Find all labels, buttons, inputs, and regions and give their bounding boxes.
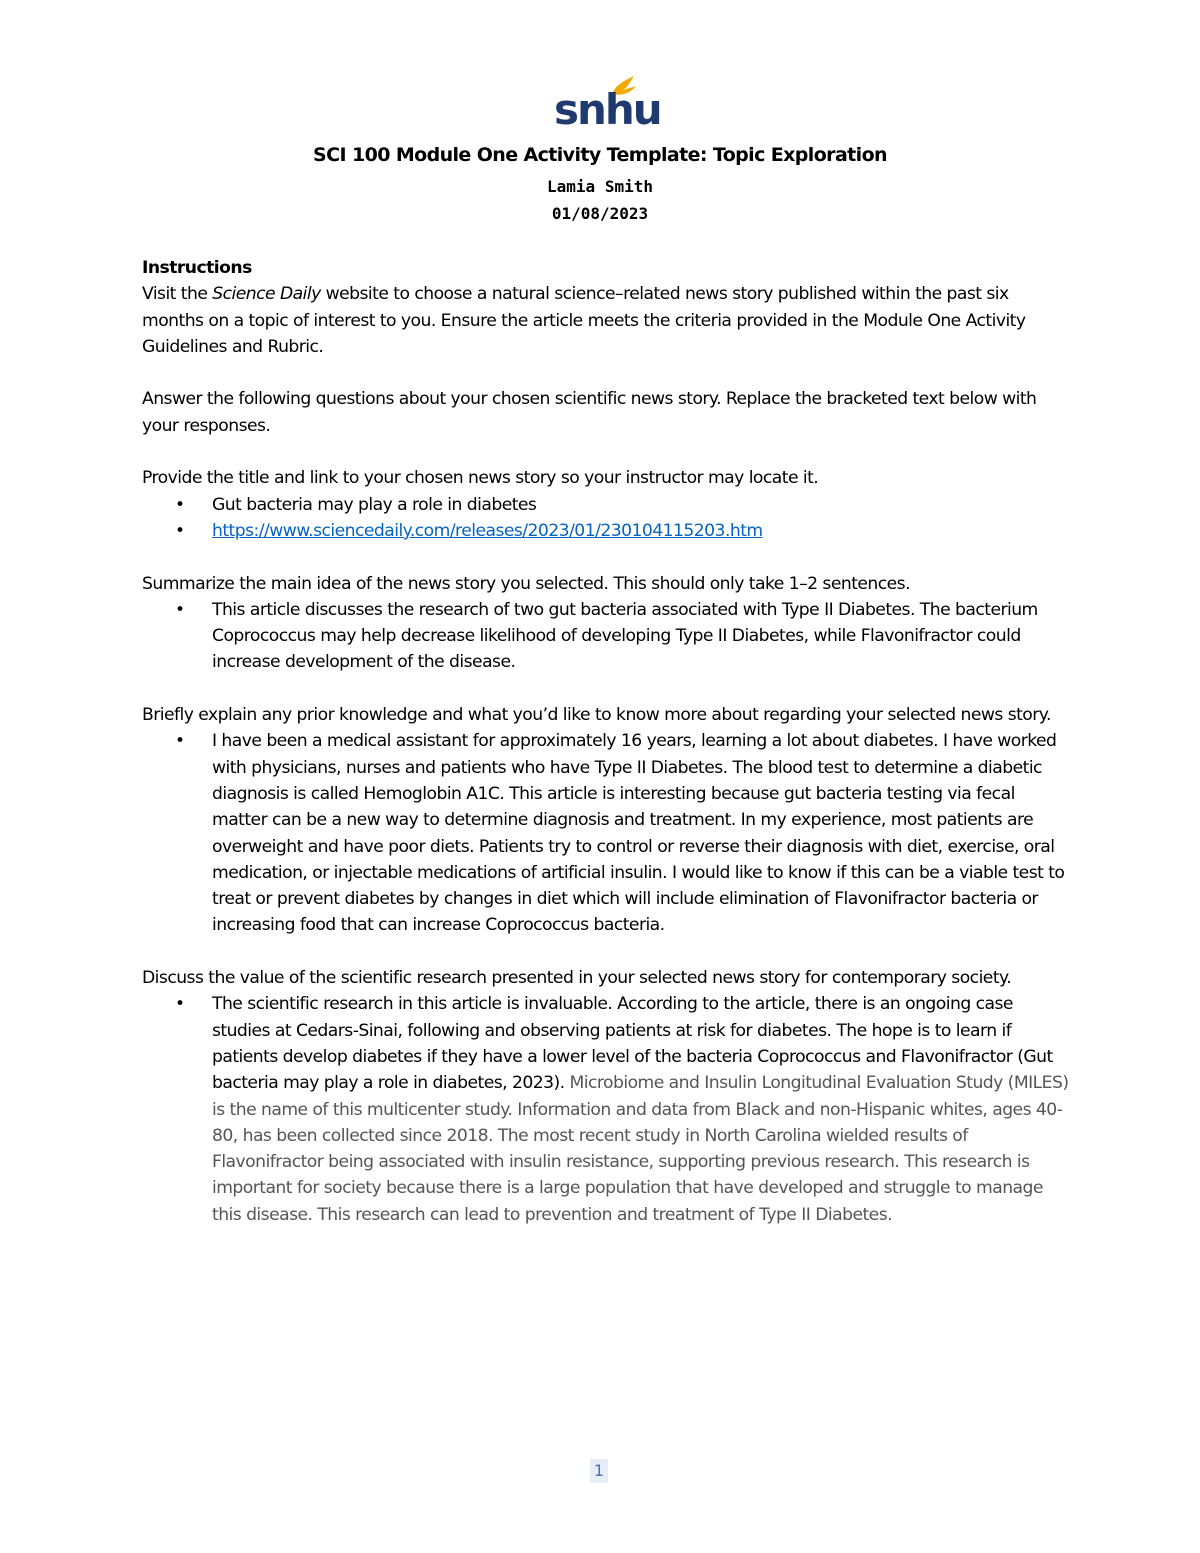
snhu-logo: [554, 74, 661, 134]
question-1-prompt: Provide the title and link to your chosen news story so your instructor may locate it.: [142, 468, 819, 489]
question-1-answers: [142, 492, 1072, 545]
question-3-answer: • I have been a medical assistant for approximately 16 years, learning a lot about diabetes. I have worked with physicians, nurses and patients who have Type II Diabetes. The blood test to determine a diabetic diagnosis is called Hemoglobin A1C. This article is interesting because gut bacteria testing via fecal matter can be a new way to determine diagnosis and treatment. In my experience, most patients are overweight and have poor diets. Patients try to control or reverse their diagnosis with diet, exercise, oral medication, or injectable medications of artificial insulin. I would like to know if this can be a viable test to treat or prevent diabetes by changes in diet which will include elimination of Flavonifractor bacteria or increasing food that can increase Coprococcus bacteria.: [212, 728, 1072, 938]
page-number: 1: [590, 1459, 608, 1483]
question-4-prompt: Discuss the value of the scientific research presented in your selected news story for contemporary society.: [142, 968, 1012, 989]
question-4-answers: [142, 991, 1072, 1228]
article-title: • Gut bacteria may play a role in diabetes: [212, 492, 1072, 518]
instructions-text: website to choose a natural science–related news story published within the past six months on a topic of interest to you. Ensure the article meets the criteria provided in the Module One Activity Guidelines and Rubric.: [142, 284, 1026, 357]
instructions-text: Visit the: [142, 284, 213, 305]
article-link-item: [212, 518, 1072, 544]
instructions-heading: Instructions: [142, 258, 252, 278]
science-daily-text: Science Daily: [212, 284, 321, 305]
author-name: Lamia Smith: [547, 177, 653, 196]
question-2-answer: • This article discusses the research of two gut bacteria associated with Type II Diabetes. The bacterium Coprococcus may help decrease likelihood of developing Type II Diabetes, while Flavonifractor could increase development of the disease.: [212, 597, 1072, 676]
article-link[interactable]: https://www.sciencedaily.com/releases/2023/01/230104115203.htm: [212, 520, 763, 541]
document-title: SCI 100 Module One Activity Template: Topic Exploration: [313, 144, 887, 166]
question-2-answers: [142, 597, 1072, 676]
question-3-answers: [142, 728, 1072, 938]
logo-text: snhu: [554, 85, 661, 134]
document-date: 01/08/2023: [551, 204, 649, 223]
question-4-answer: [212, 991, 1072, 1228]
instructions-paragraph-1: [142, 281, 1072, 360]
document-body: [142, 255, 1072, 1228]
question-2-prompt: Summarize the main idea of the news story you selected. This should only take 1–2 sentences.: [142, 573, 910, 594]
question-3-prompt: Briefly explain any prior knowledge and what you’d like to know more about regarding your selected news story.: [142, 705, 1051, 726]
instructions-paragraph-2: Answer the following questions about your chosen scientific news story. Replace the bracketed text below with your responses.: [142, 389, 1037, 436]
answer-text-grey: Microbiome and Insulin Longitudinal Evaluation Study (MILES) is the name of this multicenter study. Information and data from Black and non-Hispanic whites, ages 40-80, has been collected since 2018. The most recent study in North Carolina wielded results of Flavonifractor being associated with insulin resistance, supporting previous research. This research is important for society because there is a large population that have developed and struggle to manage this disease. This research can lead to prevention and treatment of Type II Diabetes.: [212, 1073, 1069, 1225]
answer-text: The scientific research in this article is invaluable. According to the article, there is an ongoing case studies at Cedars-Sinai, following and observing patients at risk for diabetes. The hope is to learn if patients develop diabetes if they have a lower level of the bacteria Coprococcus and Flavonifractor (Gut bacteria may play a role in diabetes, 2023).: [212, 994, 1053, 1094]
